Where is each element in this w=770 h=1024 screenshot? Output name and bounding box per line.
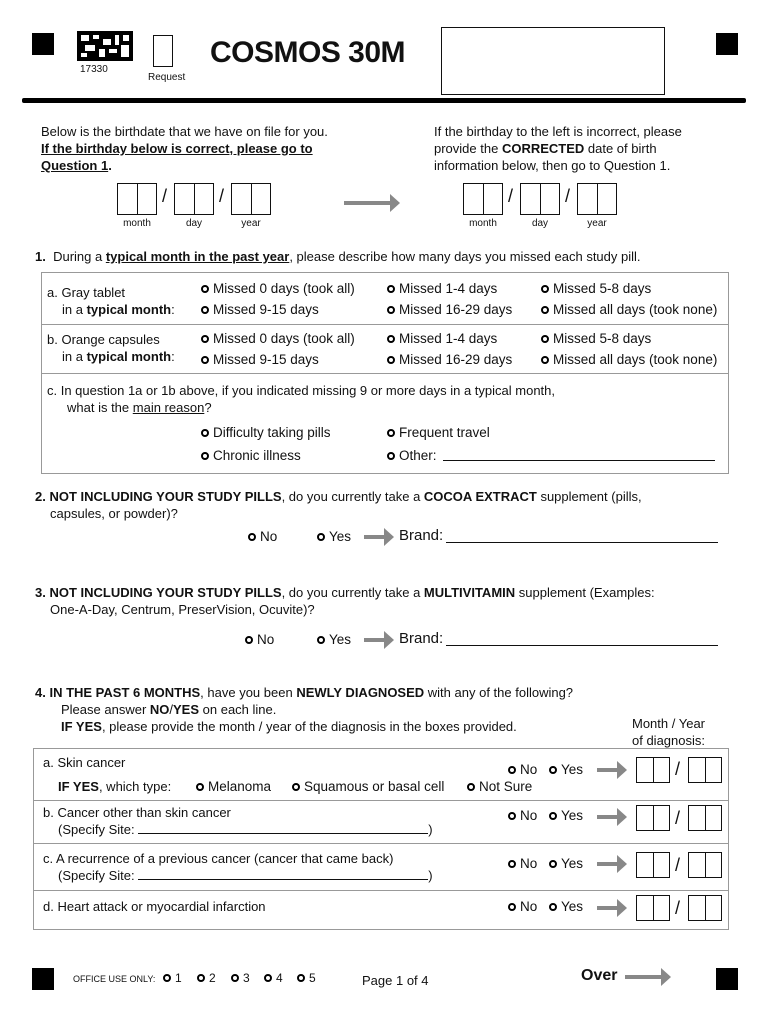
corner-marker-top-left	[32, 33, 54, 55]
q4c-no-radio[interactable]: No	[508, 856, 537, 871]
arrow-right-icon	[625, 975, 669, 979]
q4c-month-input[interactable]	[636, 852, 670, 878]
q4b-yes-radio[interactable]: Yes	[549, 808, 583, 823]
q1b-option-3[interactable]: Missed 9-15 days	[201, 352, 319, 367]
q4d-label: d. Heart attack or myocardial infarction	[43, 899, 266, 914]
q1c-other-field[interactable]	[443, 460, 715, 461]
q2-brand-field[interactable]	[446, 542, 718, 543]
office-option-2: 2	[197, 971, 216, 985]
q3-question: 3. NOT INCLUDING YOUR STUDY PILLS, do you currently take a MULTIVITAMIN supplement (Examples: One-A-Day, Centrum, PreserVision, Ocuvite)?	[35, 585, 655, 617]
request-checkbox[interactable]	[153, 35, 173, 67]
q1c-option-other[interactable]: Other:	[387, 448, 437, 463]
slash: /	[675, 759, 681, 779]
q4d-yes-radio[interactable]: Yes	[549, 899, 583, 914]
q1c-option-difficulty[interactable]: Difficulty taking pills	[201, 425, 331, 440]
divider	[33, 800, 729, 801]
slash: /	[675, 898, 681, 918]
q4b-label: b. Cancer other than skin cancer (Specify Site: )	[43, 805, 433, 837]
q4c-yes-radio[interactable]: Yes	[549, 856, 583, 871]
q1c-option-travel[interactable]: Frequent travel	[387, 425, 490, 440]
slash: /	[162, 186, 168, 206]
q4-question: 4. IN THE PAST 6 MONTHS, have you been NEWLY DIAGNOSED with any of the following? Please answer NO/YES on each line. IF YES, please provide the month / year of the diagnosis in the boxes provided.	[35, 685, 574, 734]
q1c-option-chronic[interactable]: Chronic illness	[201, 448, 301, 463]
q1b-label: b. Orange capsules in a typical month:	[47, 332, 175, 364]
onfile-year-box	[231, 183, 271, 215]
q4a-type-melanoma[interactable]: Melanoma	[196, 779, 271, 794]
q1b-option-2[interactable]: Missed 5-8 days	[541, 331, 651, 346]
slash: /	[219, 186, 225, 206]
q1a-option-2[interactable]: Missed 5-8 days	[541, 281, 651, 296]
corner-marker-bottom-right	[716, 968, 738, 990]
q1a-option-5[interactable]: Missed all days (took none)	[541, 302, 717, 317]
q1a-option-0[interactable]: Missed 0 days (took all)	[201, 281, 355, 296]
q4a-yes-radio[interactable]: Yes	[549, 762, 583, 777]
q4a-type-notsure[interactable]: Not Sure	[467, 779, 532, 794]
office-option-4: 4	[264, 971, 283, 985]
arrow-right-icon	[364, 638, 392, 642]
divider	[33, 843, 729, 844]
arrow-right-icon	[597, 906, 625, 910]
onfile-month-box	[117, 183, 157, 215]
form-title: COSMOS 30M	[210, 36, 406, 69]
q4a-month-input[interactable]	[636, 757, 670, 783]
q2-brand-label: Brand:	[399, 527, 444, 544]
q3-yes-radio[interactable]: Yes	[317, 632, 351, 647]
q1b-option-4[interactable]: Missed 16-29 days	[387, 352, 512, 367]
over-label: Over	[581, 967, 618, 984]
q3-no-radio[interactable]: No	[245, 632, 274, 647]
slash: /	[675, 855, 681, 875]
birthdate-left-text: Below is the birthdate that we have on file for you. If the birthday below is correct, please go to Question 1.	[41, 124, 328, 173]
divider	[41, 324, 729, 325]
q2-no-radio[interactable]: No	[248, 529, 277, 544]
header-rule	[22, 98, 746, 103]
form-code: 17330	[80, 64, 108, 75]
birthdate-right-text: If the birthday to the left is incorrect, please provide the CORRECTED date of birth information below, then go to Question 1.	[434, 124, 682, 173]
q4b-site-field[interactable]	[138, 833, 428, 834]
month-label: month	[123, 218, 151, 229]
q3-brand-field[interactable]	[446, 645, 718, 646]
arrow-right-icon	[597, 768, 625, 772]
q1a-option-4[interactable]: Missed 16-29 days	[387, 302, 512, 317]
arrow-right-icon	[364, 535, 392, 539]
month-label: month	[469, 218, 497, 229]
corrected-month-input[interactable]	[463, 183, 503, 215]
q4a-no-radio[interactable]: No	[508, 762, 537, 777]
page-number: Page 1 of 4	[362, 973, 429, 988]
slash: /	[508, 186, 514, 206]
q1a-option-3[interactable]: Missed 9-15 days	[201, 302, 319, 317]
slash: /	[565, 186, 571, 206]
corrected-year-input[interactable]	[577, 183, 617, 215]
label-box	[441, 27, 665, 95]
arrow-right-icon	[597, 815, 625, 819]
q1a-label: a. Gray tablet in a typical month:	[47, 285, 175, 317]
q4d-month-input[interactable]	[636, 895, 670, 921]
slash: /	[675, 808, 681, 828]
q4b-no-radio[interactable]: No	[508, 808, 537, 823]
q4c-site-field[interactable]	[138, 879, 428, 880]
q1b-option-1[interactable]: Missed 1-4 days	[387, 331, 497, 346]
q1a-option-1[interactable]: Missed 1-4 days	[387, 281, 497, 296]
barcode-icon	[77, 31, 133, 61]
office-option-1: 1	[163, 971, 182, 985]
month-year-header: Month / Year of diagnosis:	[632, 716, 705, 748]
q4a-year-input[interactable]	[688, 757, 722, 783]
request-label: Request	[148, 72, 186, 83]
office-use-label: OFFICE USE ONLY:	[73, 974, 156, 984]
onfile-day-box	[174, 183, 214, 215]
q2-yes-radio[interactable]: Yes	[317, 529, 351, 544]
q4a-label: a. Skin cancer	[43, 755, 126, 770]
arrow-right-icon	[344, 201, 398, 205]
day-label: day	[185, 218, 203, 229]
corrected-day-input[interactable]	[520, 183, 560, 215]
q3-brand-label: Brand:	[399, 630, 444, 647]
q4c-year-input[interactable]	[688, 852, 722, 878]
year-label: year	[587, 218, 607, 229]
q1b-option-5[interactable]: Missed all days (took none)	[541, 352, 717, 367]
corner-marker-bottom-left	[32, 968, 54, 990]
q4d-year-input[interactable]	[688, 895, 722, 921]
day-label: day	[531, 218, 549, 229]
arrow-right-icon	[597, 862, 625, 866]
q2-question: 2. NOT INCLUDING YOUR STUDY PILLS, do you currently take a COCOA EXTRACT supplement (pills, capsules, or powder)?	[35, 489, 642, 521]
office-option-5: 5	[297, 971, 316, 985]
divider	[41, 373, 729, 374]
q4b-month-input[interactable]	[636, 805, 670, 831]
q4b-year-input[interactable]	[688, 805, 722, 831]
q4a-type-squamous[interactable]: Squamous or basal cell	[292, 779, 444, 794]
q1c-question: c. In question 1a or 1b above, if you indicated missing 9 or more days in a typical month, what is the main reason?	[47, 383, 555, 415]
corner-marker-top-right	[716, 33, 738, 55]
divider	[33, 890, 729, 891]
q4d-no-radio[interactable]: No	[508, 899, 537, 914]
q4c-label: c. A recurrence of a previous cancer (cancer that came back) (Specify Site: )	[43, 851, 433, 883]
office-option-3: 3	[231, 971, 250, 985]
q4a-ifyes-label: IF YES, which type:	[58, 779, 172, 794]
q1-question: 1. During a typical month in the past year, please describe how many days you missed each study pill.	[35, 249, 641, 264]
year-label: year	[241, 218, 261, 229]
q1b-option-0[interactable]: Missed 0 days (took all)	[201, 331, 355, 346]
